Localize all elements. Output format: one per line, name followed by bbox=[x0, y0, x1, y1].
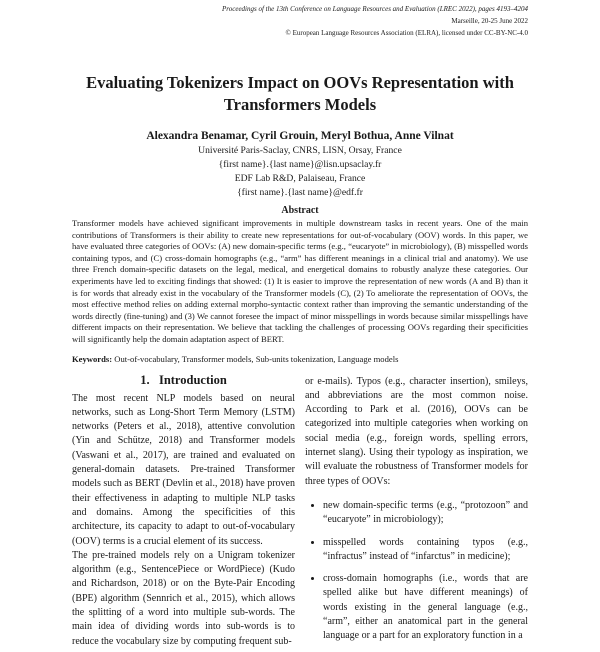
abstract-heading: Abstract bbox=[281, 205, 319, 216]
title-line: Evaluating Tokenizers Impact on OOVs Representation with bbox=[86, 73, 514, 92]
affiliation: EDF Lab R&D, Palaiseau, France bbox=[234, 173, 366, 184]
abstract-text: Transformer models have achieved significant improvements in multiple downstream tasks in recent years. One of the main contributions of Transformers is their ability to create new representations for out-of-vocabulary (OOV) words. In this paper, we have evaluated three categories of OOVs: (A) new domain-specific terms (e.g., “eucaryote” in microbiology), (B) misspelled words containing typos, and (C) cross-domain homographs (e.g., “arm” has different meanings in a clinical trial and anatomy). We use three French domain-specific datasets on the legal, medical, and energetical domains to robustly analyze these categories. Our experiments have led to exciting findings that showed: (1) It is easier to improve the representation of new words (A and B) than it is for words that already exist in the vocabulary of the Transformer models (C), (2) To ameliorate the representation of OOVs, the most effective method relies on adding external morpho-syntactic context rather than improving the semantic understanding of the words directly (fine-tuning) and (3) We cannot foresee the impact of minor misspellings in words because similar misspellings have different impacts on their representation. We believe that tackling the challenges of processing OOVs regarding their specificities will significantly help the domain adaptation aspect of BERT. bbox=[72, 218, 528, 344]
title-line: Transformers Models bbox=[223, 95, 377, 114]
location-date: Marseille, 20-25 June 2022 bbox=[451, 17, 528, 25]
paragraph: The most recent NLP models based on neural networks, such as Long-Short Term Memory (LSTM) networks (Peters et al., 2018), attentive convolution (Yin and Schütze, 2018) and Transformer models (Vaswani et al., 2017), are trained and evaluated on general-domain datasets. Pre-trained Transformer models such as BERT (Devlin et al., 2018) have proven their effectiveness in adapting to multiple NLP tasks and domains. Among the specificities of this architecture, its capacity to adapt to out-of-vocabulary (OOV) terms is a crucial element of its success. bbox=[72, 392, 295, 547]
list-item: • cross-domain homographs (i.e., words that are spelled alike but have different meanings) of words existing in the general language (e.g., “arm”, either an anatomical part in the general language or a part for an exploratory function in a bbox=[323, 572, 528, 643]
email: {first name}.{last name}@lisn.upsaclay.fr bbox=[218, 159, 382, 170]
paragraph: or e-mails). Typos (e.g., character insertion), smileys, and abbreviations are the most common noise. According to Park et al. (2016), OOVs can be categorized into multiple categories when working on social media (e.g., foreign words, spelling errors, internet slang). Using their typology as inspiration, we will evaluate the robustness of Transformer models for three types of OOVs: bbox=[305, 375, 528, 487]
paper-title bbox=[72, 72, 528, 116]
license-line: © European Language Resources Association (ELRA), licensed under CC-BY-NC-4.0 bbox=[285, 29, 528, 37]
email: {first name}.{last name}@edf.fr bbox=[237, 187, 363, 198]
body-columns bbox=[72, 372, 528, 652]
affiliations bbox=[72, 144, 528, 200]
right-column bbox=[305, 372, 528, 652]
proceedings-line: Proceedings of the 13th Conference on Language Resources and Evaluation (LREC 2022), pages 4193–4204 bbox=[221, 5, 528, 13]
keywords-label: Keywords: bbox=[72, 353, 113, 364]
paragraph: The pre-trained models rely on a Unigram tokenizer algorithm (e.g., SentencePiece or WordPiece) (Kudo and Richardson, 2018) or on the Byte-Pair Encoding (BPE) algorithm (Sennrich et al., 2015), which allows the splitting of a word into multiple sub-words. The main idea of dividing words into sub-words is to reduce the vocabulary size by computing frequent sub- bbox=[72, 549, 295, 647]
list-item: • new domain-specific terms (e.g., “protozoon” and “eucaryote” in microbiology); bbox=[323, 499, 528, 528]
keywords-text: Out-of-vocabulary, Transformer models, Sub-units tokenization, Language models bbox=[114, 353, 399, 364]
keywords bbox=[72, 354, 528, 365]
paper-page bbox=[72, 3, 528, 652]
affiliation: Université Paris-Saclay, CNRS, LISN, Orsay, France bbox=[198, 145, 402, 156]
proceedings-header bbox=[72, 3, 528, 39]
list-item: • misspelled words containing typos (e.g., “infractus” instead of “infarctus” in medicine); bbox=[323, 536, 528, 565]
authors: Alexandra Benamar, Cyril Grouin, Meryl Bothua, Anne Vilnat bbox=[146, 130, 454, 142]
section-heading: 1. Introduction bbox=[140, 372, 227, 387]
left-column bbox=[72, 372, 295, 649]
oov-type-list bbox=[305, 499, 528, 644]
